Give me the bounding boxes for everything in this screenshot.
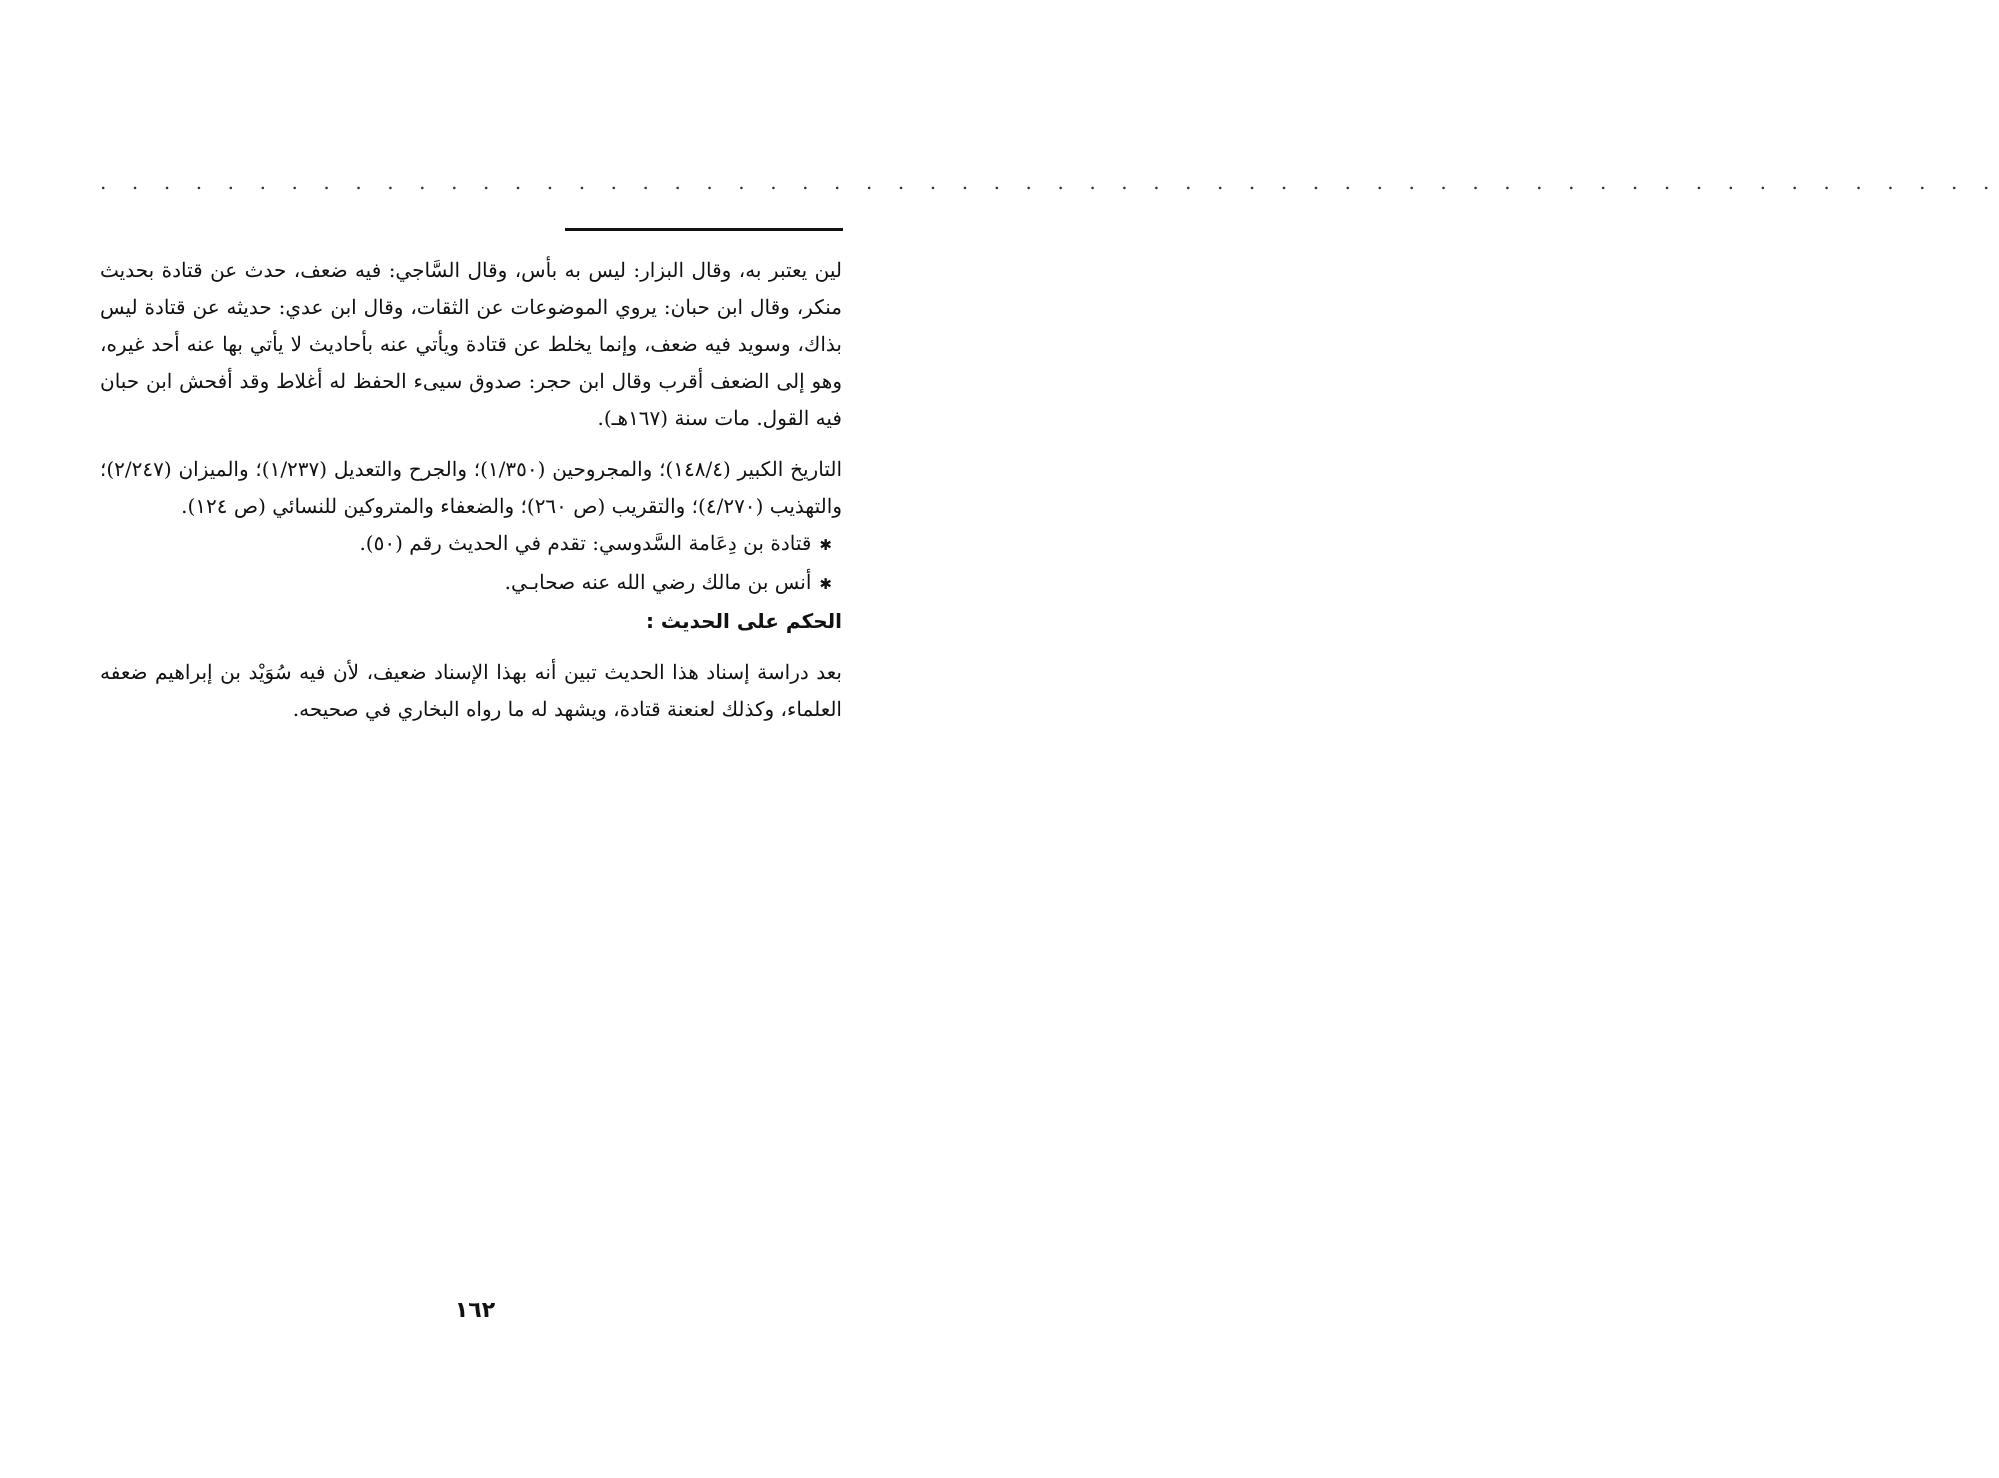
list-item: [100, 564, 842, 603]
narrator-paragraph: لين يعتبر به، وقال البزار: ليس به بأس، وقال السَّاجي: فيه ضعف، حدث عن قتادة بحديث منكر، وقال ابن حبان: يروي الموضوعات عن الثقات، وقال ابن عدي: حديثه عن قتادة ليس بذاك، وسويد فيه ضعف، وإنما يخلط عن قتادة ويأتي عنه بأحاديث لا يأتي بها عنه أحد غيره، وهو إلى الضعف أقرب وقال ابن حجر: صدوق سيىء الحفظ له أغلاط وقد أفحش ابن حبان فيه القول. مات سنة (١٦٧هـ).: [100, 258, 843, 430]
dotted-separator: . . . . . . . . . . . . . . . . . . . . . . . . . . . . . . . . . . . . . . . . . . . . . . . . . . . . . . . . . . . .: [100, 170, 1999, 194]
asterisk-icon: ✱: [819, 575, 832, 593]
list-item: [100, 525, 842, 564]
footnote-rule: [565, 228, 843, 231]
ruling-paragraph: بعد دراسة إسناد هذا الحديث تبين أنه بهذا الإسناد ضعيف، لأن فيه سُوَيْد بن إبراهيم ضعفه العلماء، وكذلك لعنعنة قتادة، ويشهد له ما رواه البخاري في صحيحه.: [100, 660, 843, 721]
list-item-text: أنس بن مالك رضي الله عنه صحابـي.: [504, 570, 812, 594]
list-item-text: قتادة بن دِعَامة السَّدوسي: تقدم في الحديث رقم (٥٠).: [359, 531, 812, 555]
asterisk-icon: ✱: [819, 536, 832, 554]
page-body: [100, 252, 842, 728]
page-number: ١٦٢: [454, 1298, 496, 1323]
references-paragraph: التاريخ الكبير (١٤٨/٤)؛ والمجروحين (١/٣٥٠)؛ والجرح والتعديل (١/٢٣٧)؛ والميزان (٢/٢٤٧)؛ والتهذيب (٤/٢٧٠)؛ والتقريب (ص ٢٦٠)؛ والضعفاء والمتروكين للنسائي (ص ١٢٤).: [100, 457, 842, 518]
section-heading: الحكم على الحديث :: [645, 609, 842, 633]
